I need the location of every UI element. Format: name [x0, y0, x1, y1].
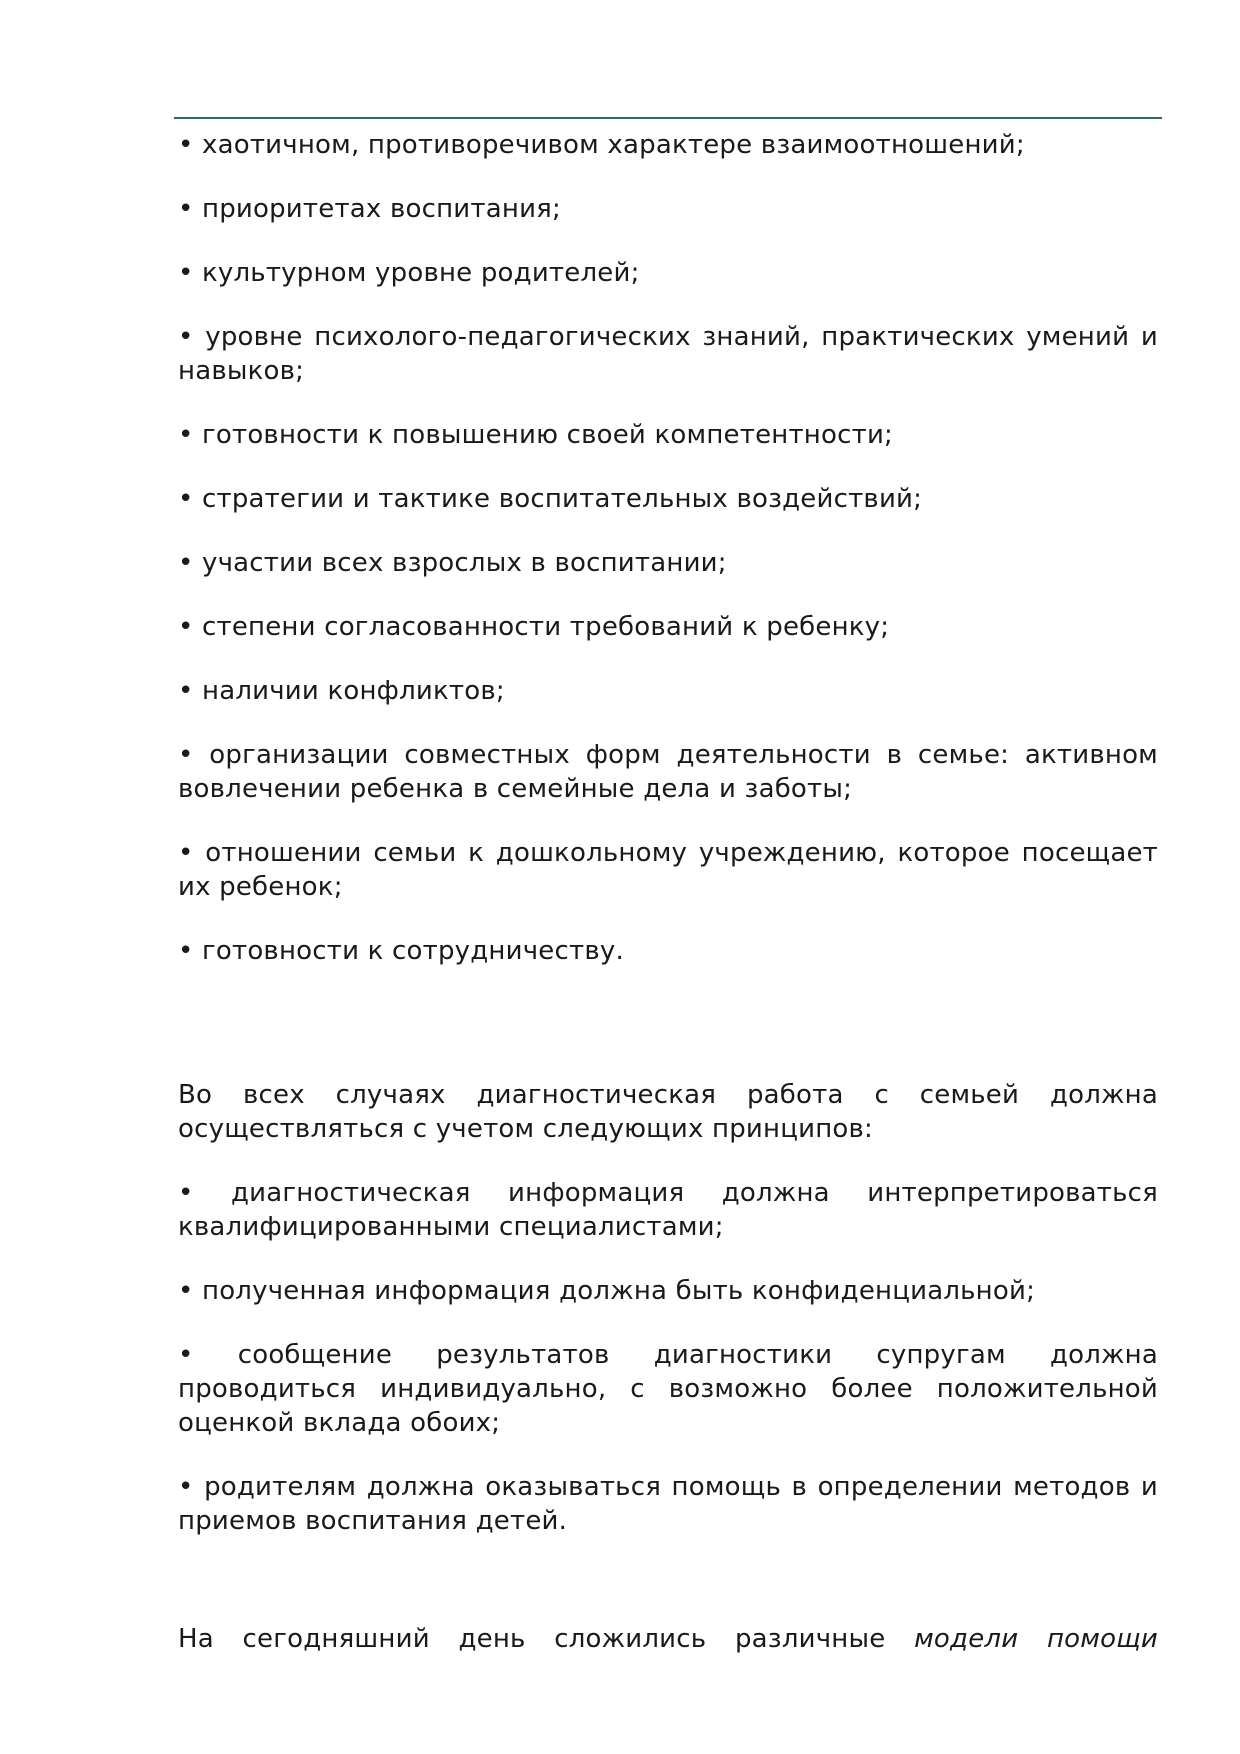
list-item: • полученная информация должна быть конфиденциальной;: [178, 1276, 1036, 1306]
list-item: • культурном уровне родителей;: [178, 258, 640, 288]
list-item: • отношении семьи к дошкольному учреждению, которое посещает их ребенок;: [178, 838, 1158, 902]
section-gap: [178, 1568, 1158, 1622]
document-body: [178, 128, 1158, 1656]
list-item: • наличии конфликтов;: [178, 676, 505, 706]
principles-list: [178, 1176, 1158, 1538]
final-paragraph: [178, 1622, 1158, 1656]
list-item: • родителям должна оказываться помощь в определении методов и приемов воспитания детей.: [178, 1472, 1158, 1536]
list-item: • приоритетах воспитания;: [178, 194, 561, 224]
list-item: • сообщение результатов диагностики супругам должна проводиться индивидуально, с возможно более положительной оценкой вклада обоих;: [178, 1340, 1158, 1438]
list-item: • диагностическая информация должна интерпретироваться квалифицированными специалистами;: [178, 1178, 1158, 1242]
list-item: • стратегии и тактике воспитательных воздействий;: [178, 484, 923, 514]
list-item: • готовности к сотрудничеству.: [178, 936, 624, 966]
list-item: • степени согласованности требований к ребенку;: [178, 612, 890, 642]
header-rule: [174, 117, 1162, 119]
list-item: • участии всех взрослых в воспитании;: [178, 548, 727, 578]
principles-intro: Во всех случаях диагностическая работа с семьей должна осуществляться с учетом следующих принципов:: [178, 1080, 1158, 1144]
list-item: • хаотичном, противоречивом характере взаимоотношений;: [178, 130, 1025, 160]
section-gap: [178, 998, 1158, 1052]
final-paragraph-start: На сегодняшний день сложились различные: [178, 1624, 915, 1654]
list-item: • готовности к повышению своей компетентности;: [178, 420, 894, 450]
list-item: • уровне психолого-педагогических знаний, практических умений и навыков;: [178, 322, 1158, 386]
list-item: • организации совместных форм деятельности в семье: активном вовлечении ребенка в семейные дела и заботы;: [178, 740, 1158, 804]
final-paragraph-italic: модели помощи: [914, 1624, 1158, 1654]
family-factors-list: [178, 128, 1158, 968]
